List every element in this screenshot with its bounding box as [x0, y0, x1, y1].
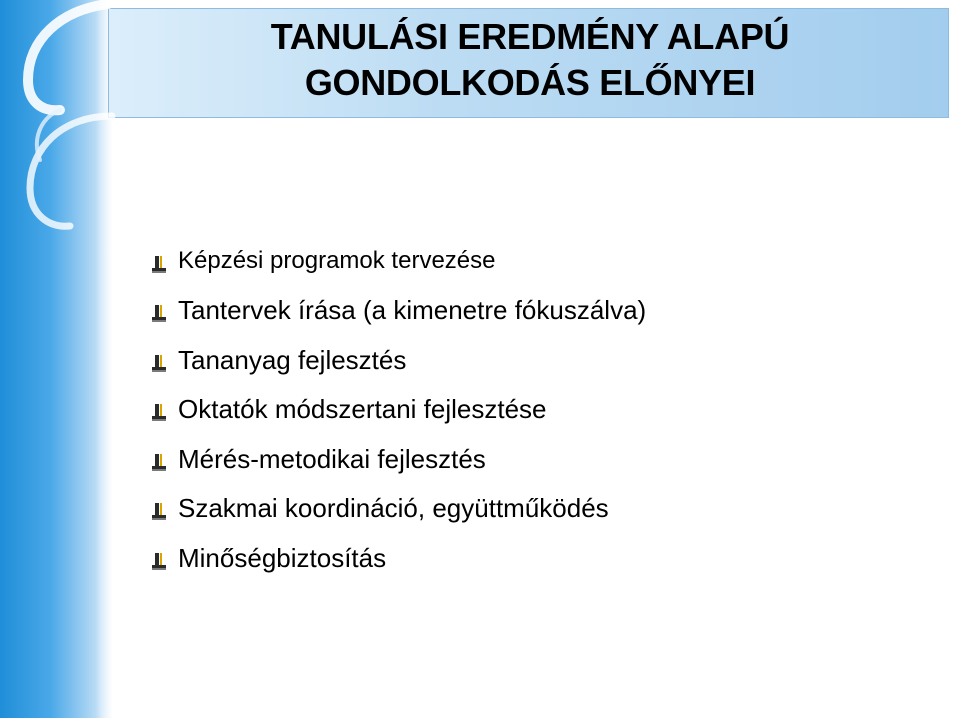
slide-title-line-1: TANULÁSI EREDMÉNY ALAPÚ: [270, 16, 790, 57]
bullet-text: Tantervek írása (a kimenetre fókuszálva): [178, 295, 647, 326]
bullet-text: Oktatók módszertani fejlesztése: [178, 394, 547, 425]
down-arrow-bullet-icon: [150, 353, 170, 373]
bullet-item: [150, 236, 646, 286]
slide-title-line-2: GONDOLKODÁS ELŐNYEI: [304, 62, 756, 103]
bullet-text: Tananyag fejlesztés: [178, 344, 407, 375]
bullet-text: Mérés-metodikai fejlesztés: [178, 443, 486, 474]
down-arrow-bullet-icon: [150, 452, 170, 472]
down-arrow-bullet-icon: [150, 501, 170, 521]
bullet-item: [150, 533, 646, 583]
bullet-item: [150, 385, 646, 435]
bullet-item: [150, 286, 646, 336]
down-arrow-bullet-icon: [150, 551, 170, 571]
bullet-item: [150, 434, 646, 484]
bullet-text: Minőségbiztosítás: [178, 542, 387, 573]
bullet-text: Szakmai koordináció, együttműködés: [178, 493, 609, 524]
bullet-item: [150, 335, 646, 385]
bullet-text: Képzési programok tervezése: [178, 246, 496, 274]
down-arrow-bullet-icon: [150, 303, 170, 323]
down-arrow-bullet-icon: [150, 254, 170, 274]
bullet-list: [150, 236, 646, 583]
down-arrow-bullet-icon: [150, 402, 170, 422]
slide-title: [150, 14, 910, 106]
bullet-item: [150, 484, 646, 534]
